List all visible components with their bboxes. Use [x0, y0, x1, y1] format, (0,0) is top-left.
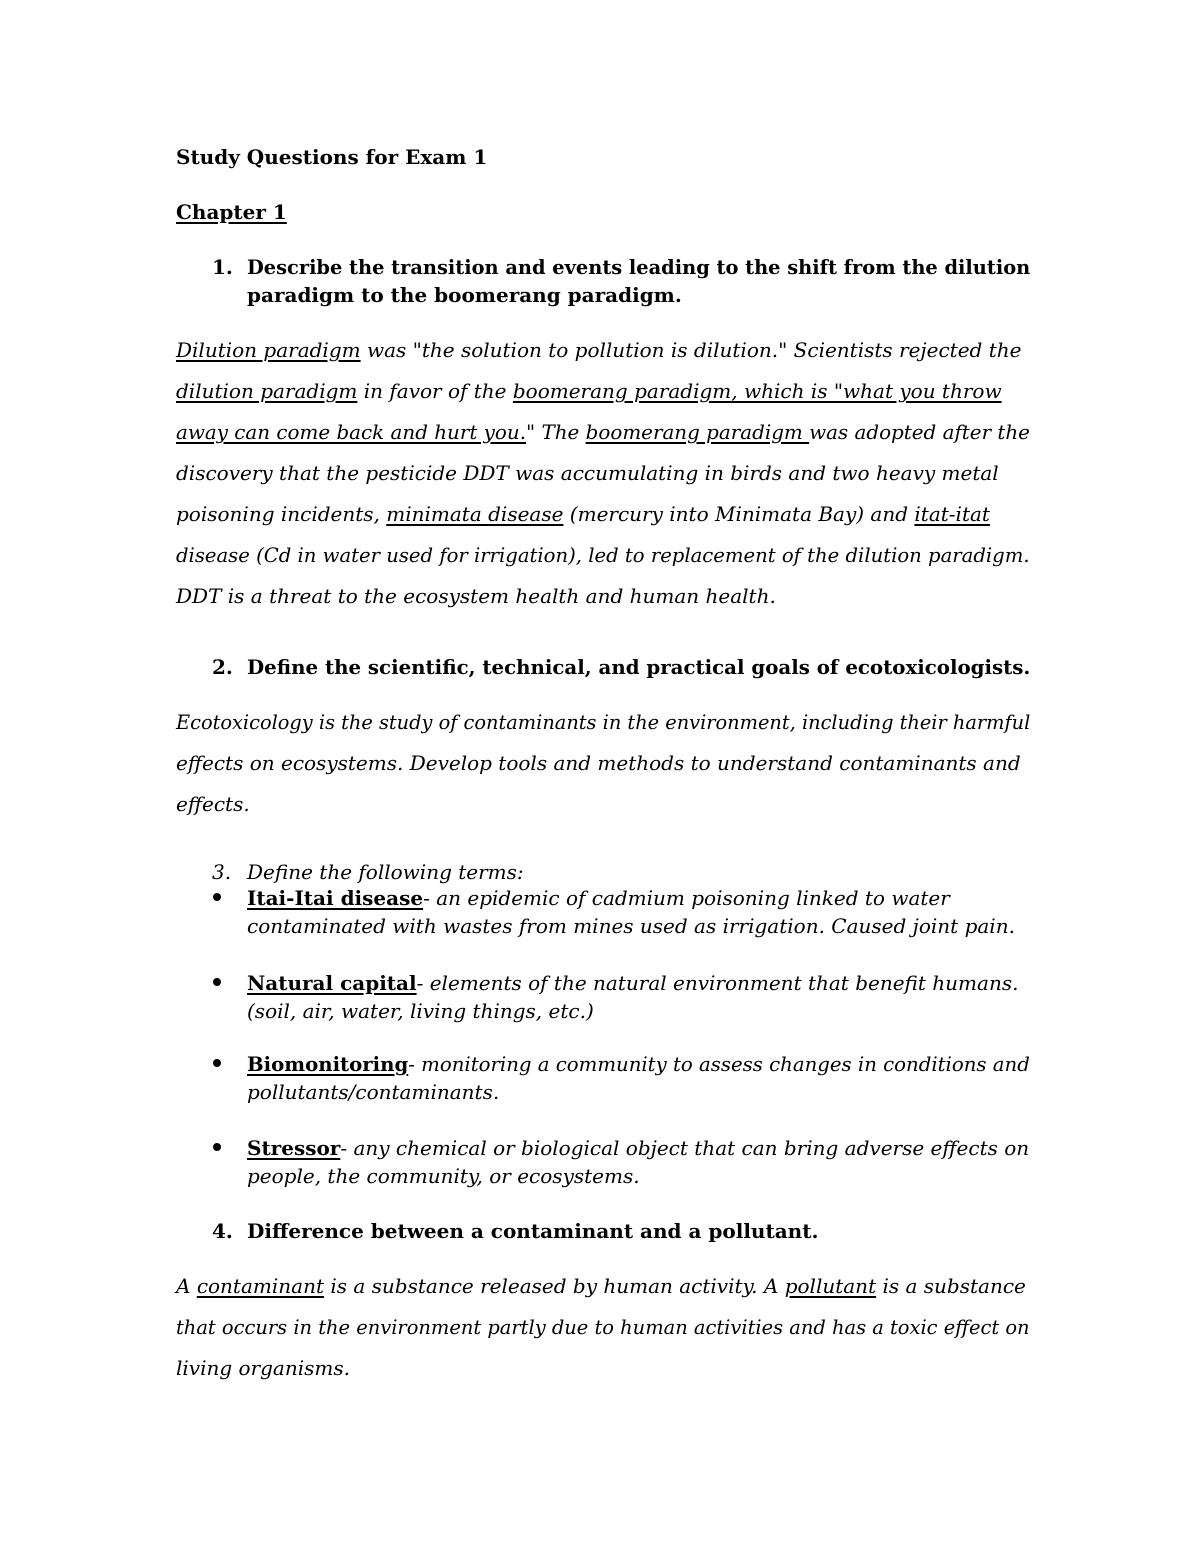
answer-1-line-6: disease (Cd in water used for irrigation), led to replacement of the dilution paradigm. [176, 543, 1030, 567]
answer-4-line-3: living organisms. [176, 1356, 350, 1380]
question-2-text: Define the scientific, technical, and practical goals of ecotoxicologists. [247, 655, 1031, 679]
term-4-line-1: Stressor- any chemical or biological object that can bring adverse effects on [247, 1136, 1030, 1160]
answer-1-line-7: DDT is a threat to the ecosystem health and human health. [176, 584, 776, 608]
answer-1-line-4: discovery that the pesticide DDT was accumulating in birds and two heavy metal [176, 461, 999, 485]
question-3-number: 3. [212, 860, 232, 884]
answer-2-line-3: effects. [176, 792, 250, 816]
term-4-name: Stressor [247, 1136, 341, 1160]
question-1-number: 1. [212, 255, 233, 279]
answer-2-line-1: Ecotoxicology is the study of contaminants in the environment, including their harmful [176, 710, 1031, 734]
question-4-number: 4. [212, 1219, 233, 1243]
bullet-icon [213, 1143, 221, 1151]
answer-4-line-2: that occurs in the environment partly due to human activities and has a toxic effect on [176, 1315, 1030, 1339]
question-1-line-2: paradigm to the boomerang paradigm. [247, 283, 682, 307]
term-2-name: Natural capital [247, 971, 417, 995]
term-3-line-1: Biomonitoring- monitoring a community to assess changes in conditions and [247, 1052, 1030, 1076]
answer-2-line-2: effects on ecosystems. Develop tools and methods to understand contaminants and [176, 751, 1021, 775]
question-2-number: 2. [212, 655, 233, 679]
answer-1-line-1: Dilution paradigm was "the solution to pollution is dilution." Scientists rejected the [176, 338, 1022, 362]
term-2-line-2: (soil, air, water, living things, etc.) [247, 999, 594, 1023]
document-title: Study Questions for Exam 1 [176, 145, 488, 169]
question-1-line-1: Describe the transition and events leading to the shift from the dilution [247, 255, 1031, 279]
chapter-heading: Chapter 1 [176, 200, 287, 224]
bullet-icon [213, 893, 221, 901]
term-1-line-1: Itai-Itai disease- an epidemic of cadmium poisoning linked to water [247, 886, 950, 910]
question-4-text: Difference between a contaminant and a pollutant. [247, 1219, 819, 1243]
term-4-line-2: people, the community, or ecosystems. [247, 1164, 640, 1188]
question-3-text: Define the following terms: [247, 860, 524, 884]
term-1-name: Itai-Itai disease [247, 886, 424, 910]
answer-4-line-1: A contaminant is a substance released by human activity. A pollutant is a substance [176, 1274, 1026, 1298]
answer-1-line-2: dilution paradigm in favor of the boomerang paradigm, which is "what you throw [176, 379, 1002, 403]
term-3-line-2: pollutants/contaminants. [247, 1080, 500, 1104]
bullet-icon [213, 1059, 221, 1067]
term-2-line-1: Natural capital- elements of the natural environment that benefit humans. [247, 971, 1019, 995]
term-3-name: Biomonitoring [247, 1052, 409, 1076]
answer-1-line-5: poisoning incidents, minimata disease (mercury into Minimata Bay) and itat-itat [176, 502, 990, 526]
term-1-line-2: contaminated with wastes from mines used as irrigation. Caused joint pain. [247, 914, 1015, 938]
bullet-icon [213, 978, 221, 986]
term-dilution-paradigm: Dilution paradigm [176, 338, 361, 362]
answer-1-line-3: away can come back and hurt you." The boomerang paradigm was adopted after the [176, 420, 1030, 444]
